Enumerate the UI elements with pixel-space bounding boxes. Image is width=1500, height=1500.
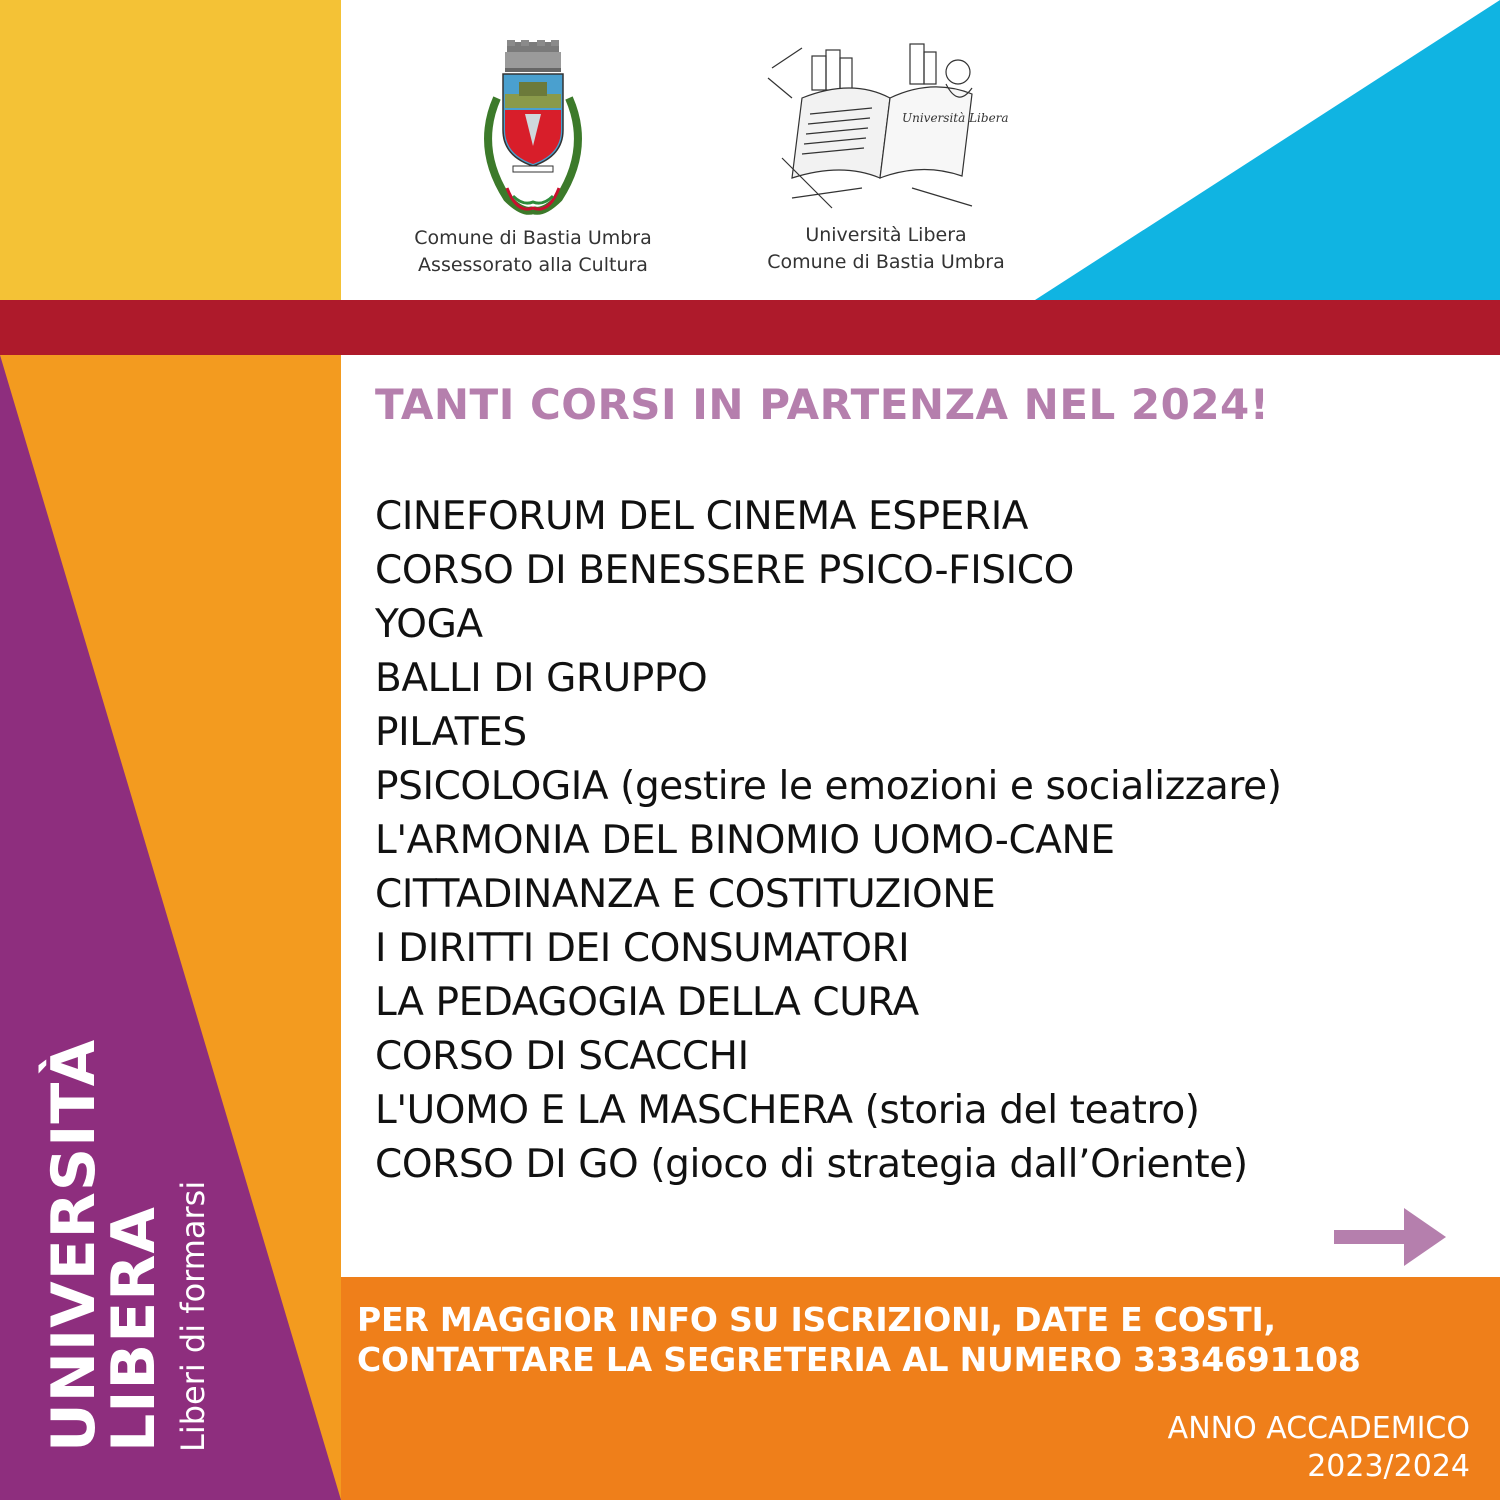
contact-info (357, 1300, 1361, 1380)
course-list (375, 490, 1282, 1192)
page-headline: TANTI CORSI IN PARTENZA NEL 2024! (375, 380, 1270, 429)
red-divider-band (0, 300, 1500, 355)
blue-triangle-decoration (1035, 0, 1500, 300)
book-logo-text: Università Libera (902, 111, 1009, 125)
course-item: PSICOLOGIA (gestire le emozioni e socializzare) (375, 764, 1282, 809)
course-item: BALLI DI GRUPPO (375, 656, 708, 701)
yellow-corner-block (0, 0, 341, 300)
course-item: L'UOMO E LA MASCHERA (storia del teatro) (375, 1088, 1200, 1133)
arrow-right-icon[interactable] (1334, 1208, 1446, 1266)
comune-caption-line2: Assessorato alla Cultura (418, 254, 648, 276)
universita-caption-line1: Università Libera (805, 224, 967, 246)
course-item: CINEFORUM DEL CINEMA ESPERIA (375, 494, 1029, 539)
universita-libera-book-logo (762, 38, 1009, 213)
brand-line1: UNIVERSITÀ (39, 1038, 109, 1452)
brand-tagline: Liberi di formarsi (174, 1180, 212, 1452)
universita-caption-line2: Comune di Bastia Umbra (767, 251, 1005, 273)
comune-crest-logo (467, 38, 599, 222)
course-item: I DIRITTI DEI CONSUMATORI (375, 926, 910, 971)
brand-line2: LIBERA (99, 1206, 169, 1452)
course-item: LA PEDAGOGIA DELLA CURA (375, 980, 919, 1025)
universita-logo-caption (736, 222, 1036, 276)
academic-year (1168, 1410, 1470, 1486)
comune-caption-line1: Comune di Bastia Umbra (414, 227, 652, 249)
course-item: CORSO DI BENESSERE PSICO-FISICO (375, 548, 1074, 593)
course-item: CORSO DI SCACCHI (375, 1034, 749, 1079)
course-item: CORSO DI GO (gioco di strategia dall’Oriente) (375, 1142, 1248, 1187)
course-item: L'ARMONIA DEL BINOMIO UOMO-CANE (375, 818, 1115, 863)
course-item: YOGA (375, 602, 483, 647)
contact-info-line1: PER MAGGIOR INFO SU ISCRIZIONI, DATE E COSTI, (357, 1300, 1276, 1339)
course-item: PILATES (375, 710, 527, 755)
comune-logo-caption (383, 225, 683, 279)
academic-year-label: ANNO ACCADEMICO (1167, 1411, 1470, 1446)
course-item: CITTADINANZA E COSTITUZIONE (375, 872, 996, 917)
brand-wordmark (39, 1038, 169, 1452)
contact-info-line2: CONTATTARE LA SEGRETERIA AL NUMERO 3334691108 (357, 1340, 1361, 1379)
academic-year-value: 2023/2024 (1307, 1449, 1470, 1484)
